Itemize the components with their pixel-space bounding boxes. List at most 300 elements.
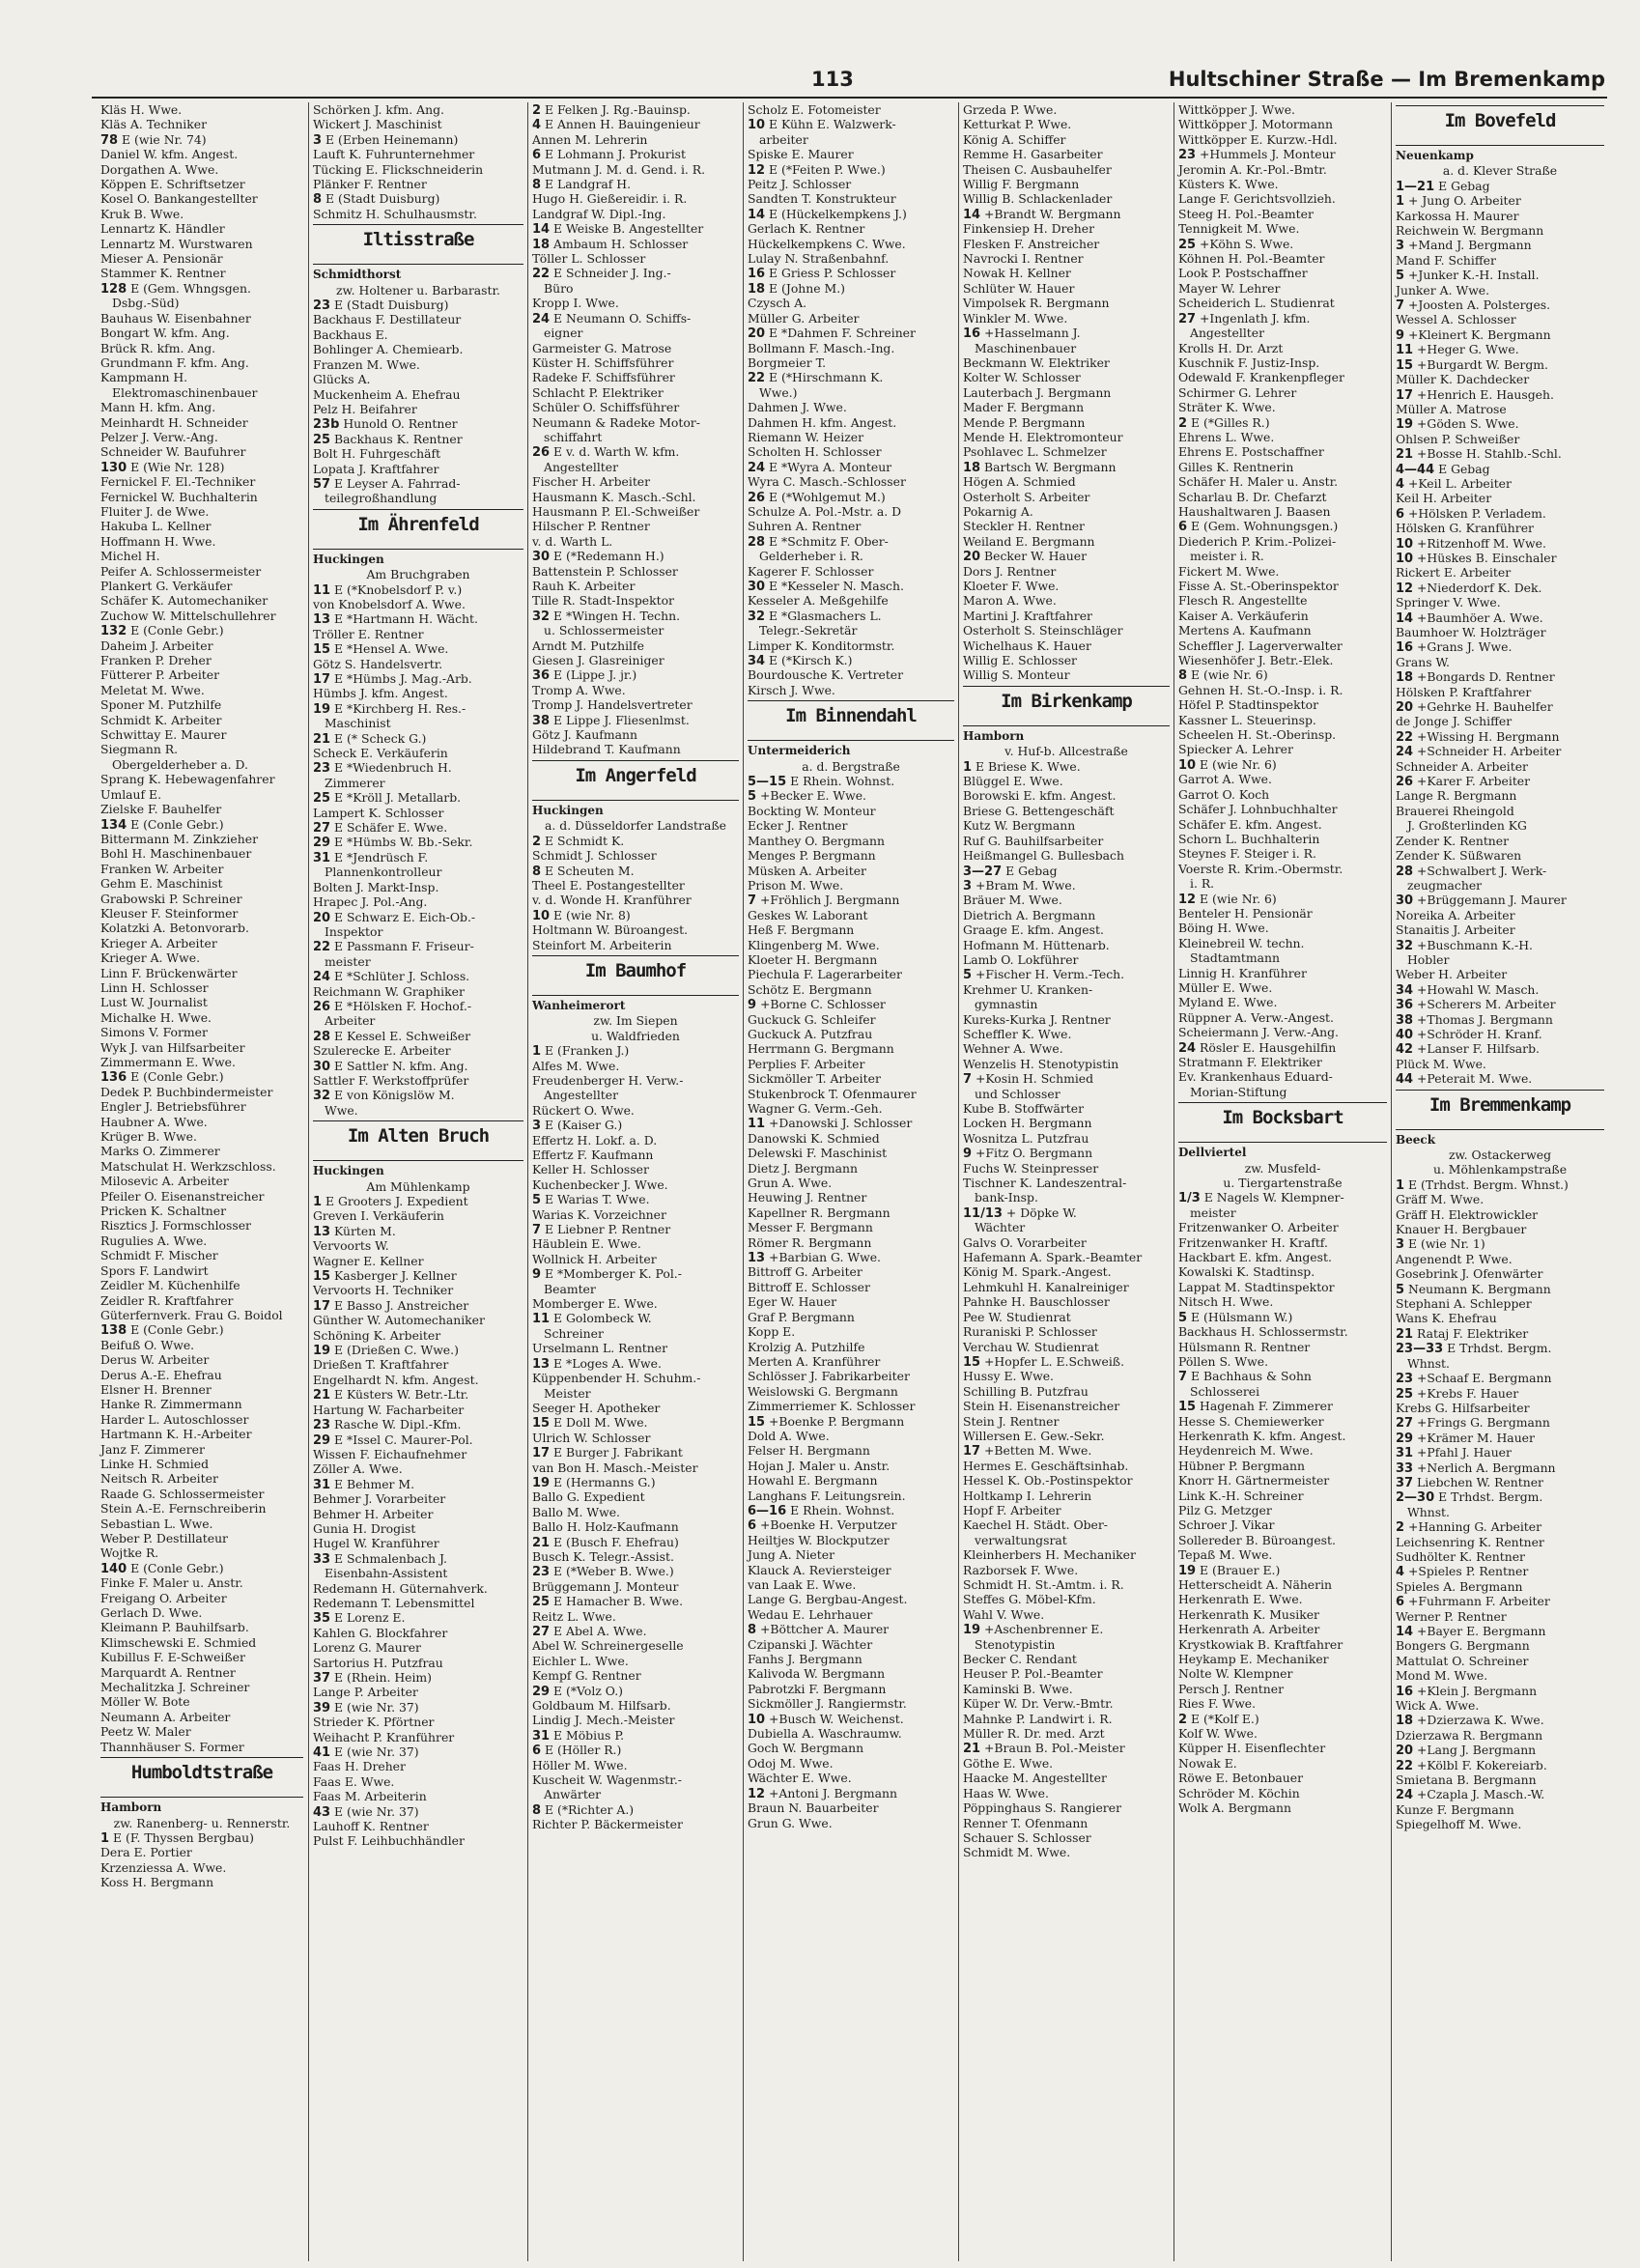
directory-entry	[744, 1726, 958, 1741]
entry-text: Klauck A. Reviersteiger	[748, 1562, 891, 1577]
directory-entry	[744, 1399, 958, 1413]
directory-entry	[528, 549, 743, 563]
entry-text: Krebs G. Hilfsarbeiter	[1396, 1400, 1530, 1415]
directory-entry	[744, 385, 958, 400]
directory-entry	[1174, 802, 1391, 816]
entry-text: +Ingenlath J. kfm.	[1200, 310, 1311, 326]
house-number: 6	[1396, 506, 1405, 522]
directory-entry	[309, 657, 527, 671]
directory-entry	[959, 221, 1173, 236]
directory-entry	[1174, 1533, 1391, 1547]
directory-entry	[97, 802, 307, 816]
directory-entry	[528, 1684, 743, 1698]
directory-entry	[1392, 1728, 1608, 1743]
house-number: 5	[1396, 269, 1405, 283]
entry-text: Müller R. Dr. med. Arzt	[963, 1726, 1105, 1742]
house-number: 23—33	[1396, 1342, 1444, 1356]
directory-entry	[528, 713, 743, 727]
directory-entry	[97, 1218, 307, 1233]
directory-entry	[97, 266, 307, 280]
house-number: 13	[313, 1224, 331, 1239]
house-number: 6—16	[748, 1503, 787, 1518]
entry-text: E Rhein. Wohnst.	[790, 774, 895, 789]
directory-entry	[1174, 1473, 1391, 1488]
entry-text: Stephani A. Schlepper	[1396, 1296, 1532, 1312]
entry-text: Brück R. kfm. Ang.	[100, 340, 216, 355]
directory-entry	[744, 504, 958, 519]
directory-entry	[1392, 922, 1608, 937]
directory-entry	[309, 820, 527, 835]
entry-text: König M. Spark.-Angest.	[963, 1264, 1112, 1280]
entry-text: Bongart W. kfm. Ang.	[100, 326, 230, 341]
entry-text: Heydenreich M. Wwe.	[1178, 1443, 1314, 1459]
directory-entry	[1392, 327, 1608, 342]
entry-text: E v. d. Warth W. kfm.	[553, 444, 680, 460]
house-number: 11	[748, 1117, 766, 1131]
entry-text: Sandten T. Konstrukteur	[748, 191, 896, 207]
house-number: 35	[313, 1611, 331, 1626]
entry-text: Kürten M.	[334, 1223, 396, 1238]
directory-entry	[528, 1088, 743, 1102]
entry-text: Mahnke P. Landwirt i. R.	[963, 1711, 1113, 1726]
entry-text: +Heger G. Wwe.	[1417, 342, 1519, 357]
directory-entry	[959, 623, 1173, 638]
entry-text: +Boenke P. Bergmann	[769, 1413, 905, 1429]
directory-entry	[1392, 1341, 1608, 1355]
directory-entry	[97, 832, 307, 846]
entry-text: +Henrich E. Hausgeh.	[1417, 386, 1554, 402]
entry-text: Weislowski G. Bergmann	[748, 1383, 898, 1399]
directory-entry	[528, 490, 743, 504]
directory-entry	[1392, 669, 1608, 684]
directory-entry	[528, 593, 743, 608]
directory-entry	[309, 327, 527, 342]
entry-text: E (*Wohlgemut M.)	[769, 489, 886, 504]
directory-entry	[528, 162, 743, 177]
entry-text: Schäfer J. Lohnbuchhalter	[1178, 802, 1338, 817]
directory-entry	[1174, 430, 1391, 444]
directory-entry	[1392, 1282, 1608, 1296]
entry-text: Szulerecke E. Arbeiter	[313, 1043, 451, 1059]
entry-text: Simons V. Former	[100, 1025, 208, 1040]
entry-text: E (wie Nr. 74)	[122, 131, 207, 147]
entry-text: Plannenkontrolleur	[325, 865, 442, 880]
entry-text: Mader F. Bergmann	[963, 400, 1085, 415]
entry-text: Dahmen J. Wwe.	[748, 400, 847, 415]
directory-entry	[528, 281, 743, 296]
house-number: 15	[1396, 357, 1414, 373]
entry-text: Krystkowiak B. Kraftfahrer	[1178, 1636, 1343, 1652]
entry-text: Whnst.	[1407, 1355, 1450, 1371]
directory-entry	[744, 908, 958, 922]
house-number: 32	[532, 609, 551, 624]
directory-entry	[1392, 1609, 1608, 1624]
entry-text: Franzen M. Wwe.	[313, 356, 420, 372]
directory-entry	[528, 474, 743, 489]
entry-text: E *Issel C. Maurer-Pol.	[334, 1432, 473, 1447]
directory-entry	[528, 878, 743, 893]
directory-entry	[309, 1073, 527, 1088]
entry-text: E von Königslöw M.	[334, 1088, 455, 1103]
directory-entry	[97, 980, 307, 995]
entry-text: Bourdousche K. Vertreter	[748, 667, 904, 683]
directory-entry	[97, 1338, 307, 1352]
entry-text: Ruraniski P. Schlosser	[963, 1324, 1097, 1340]
entry-text: Lust W. Journalist	[100, 995, 208, 1010]
entry-text: Steynes F. Steiger i. R.	[1178, 846, 1316, 862]
entry-text: Pelz H. Beifahrer	[313, 401, 417, 416]
directory-entry	[528, 1519, 743, 1534]
entry-text: Nowak H. Kellner	[963, 266, 1071, 281]
directory-entry	[97, 697, 307, 712]
entry-text: Schöning K. Arbeiter	[313, 1327, 441, 1343]
house-number: 19	[532, 1475, 551, 1490]
directory-entry	[528, 1609, 743, 1624]
entry-text: Stukenbrock T. Ofenmaurer	[748, 1086, 917, 1101]
directory-entry	[97, 519, 307, 533]
directory-entry	[744, 474, 958, 489]
entry-text: +Bongards D. Rentner	[1417, 669, 1555, 685]
entry-text: E (Brauer E.)	[1200, 1562, 1281, 1577]
entry-text: Wwe.)	[759, 384, 798, 400]
directory-entry	[1392, 432, 1608, 446]
entry-text: Eger W. Hauer	[748, 1294, 837, 1310]
directory-entry	[97, 296, 307, 310]
directory-entry	[1392, 238, 1608, 252]
directory-entry	[528, 1043, 743, 1058]
entry-text: +Karer F. Arbeiter	[1417, 774, 1531, 789]
directory-entry	[959, 102, 1173, 117]
directory-entry	[959, 311, 1173, 326]
entry-text: Lampert K. Schlosser	[313, 805, 444, 820]
entry-text: Weber P. Destillateur	[100, 1531, 228, 1545]
house-number: 26	[313, 999, 331, 1014]
directory-entry	[309, 850, 527, 865]
entry-text: Kropp I. Wwe.	[532, 296, 619, 311]
directory-entry	[97, 609, 307, 623]
entry-text: E (Wie Nr. 128)	[130, 459, 225, 474]
directory-entry	[744, 952, 958, 967]
directory-entry	[1392, 878, 1608, 893]
entry-text: Scheiderich L. Studienrat	[1178, 296, 1335, 311]
entry-text: Leichsenring K. Rentner	[1396, 1534, 1544, 1549]
entry-text: +Danowski J. Schlosser	[769, 1116, 913, 1131]
directory-entry	[97, 341, 307, 355]
directory-entry	[1392, 625, 1608, 639]
directory-entry	[1174, 1637, 1391, 1652]
directory-entry	[528, 653, 743, 667]
entry-text: +Krebs F. Hauer	[1417, 1385, 1519, 1401]
entry-text: Kolter W. Schlosser	[963, 370, 1081, 385]
directory-entry	[528, 1386, 743, 1401]
directory-entry	[97, 727, 307, 742]
directory-entry	[744, 1190, 958, 1205]
entry-text: Heiltjes W. Blockputzer	[748, 1532, 890, 1547]
entry-text: Derus A.-E. Ehefrau	[100, 1367, 222, 1382]
entry-text: Linn F. Brückenwärter	[100, 965, 238, 980]
directory-entry	[309, 716, 527, 730]
entry-text: E (Erben Heinemann)	[325, 131, 459, 147]
house-number: 2	[1178, 415, 1188, 430]
entry-text: E Schmalenbach J.	[334, 1550, 447, 1566]
house-number: 16	[1396, 640, 1414, 655]
directory-entry	[959, 1205, 1173, 1220]
entry-text: Haacke M. Angestellter	[963, 1771, 1107, 1786]
entry-text: +Schneider H. Arbeiter	[1417, 744, 1562, 759]
directory-entry	[1392, 610, 1608, 625]
directory-entry	[959, 878, 1173, 893]
entry-text: Küpper H. Eisenflechter	[1178, 1741, 1326, 1756]
entry-text: Rüppner A. Verw.-Angest.	[1178, 1009, 1334, 1025]
house-number: 34	[1396, 982, 1414, 998]
directory-entry	[959, 326, 1173, 340]
entry-text: Gelderheber i. R.	[759, 549, 863, 564]
entry-text: E *Glasmachers L.	[769, 608, 882, 623]
entry-text: Mond M. Wwe.	[1396, 1668, 1488, 1684]
entry-text: Kasberger J. Kellner	[334, 1268, 457, 1284]
entry-text: +Boenke H. Verputzer	[760, 1517, 897, 1533]
entry-text: E Leyser A. Fahrrad-	[334, 475, 461, 491]
directory-entry	[309, 1730, 527, 1744]
entry-text: Theel E. Postangestellter	[532, 877, 685, 893]
house-number: 3	[1396, 1237, 1405, 1252]
entry-text: Fernickel F. El.-Techniker	[100, 474, 256, 490]
entry-text: Schorn L. Buchhalterin	[1178, 831, 1320, 846]
directory-entry	[1392, 1802, 1608, 1817]
entry-text: Linn H. Schlosser	[100, 979, 209, 995]
entry-text: und Schlosser	[975, 1086, 1060, 1101]
directory-entry	[1392, 729, 1608, 744]
entry-text: Gerlach K. Rentner	[748, 221, 865, 237]
entry-text: Schwittay E. Maurer	[100, 727, 227, 743]
directory-entry	[744, 1161, 958, 1176]
directory-entry	[309, 1610, 527, 1625]
house-number: 42	[1396, 1042, 1414, 1057]
entry-text: +Kosin H. Schmied	[976, 1071, 1094, 1087]
directory-entry	[1392, 952, 1608, 967]
directory-entry	[309, 312, 527, 326]
house-number: 15	[748, 1414, 766, 1429]
directory-entry	[1392, 997, 1608, 1011]
directory-entry	[744, 818, 958, 833]
entry-text: E (Drießen C. Wwe.)	[334, 1343, 459, 1358]
directory-entry	[1174, 1414, 1391, 1429]
directory-entry	[97, 207, 307, 221]
entry-text: +Kölbl F. Kokereiarb.	[1417, 1757, 1547, 1772]
entry-text: Koss H. Bergmann	[100, 1875, 214, 1890]
entry-text: Zuchow W. Mittelschullehrer	[100, 608, 276, 623]
directory-entry	[1174, 1517, 1391, 1532]
house-number: 4	[1396, 476, 1405, 492]
house-number: 138	[100, 1323, 127, 1338]
directory-entry	[744, 1057, 958, 1071]
entry-text: Zielske F. Bauhelfer	[100, 802, 222, 817]
directory-entry	[1392, 1222, 1608, 1236]
entry-text: Sponer M. Putzhilfe	[100, 697, 222, 713]
directory-entry	[1392, 506, 1608, 521]
directory-entry	[528, 355, 743, 370]
directory-entry	[528, 1594, 743, 1608]
street-heading: Im Alten Bruch	[313, 1120, 523, 1161]
entry-text: Zimmerriemer K. Schlosser	[748, 1399, 916, 1414]
house-number: 34	[748, 654, 766, 668]
entry-text: E (Busch F. Ehefrau)	[553, 1534, 679, 1549]
directory-entry	[1174, 1264, 1391, 1279]
directory-entry	[959, 1087, 1173, 1101]
column-7	[1391, 102, 1608, 2261]
directory-entry	[97, 1471, 307, 1486]
house-number: 32	[313, 1089, 331, 1103]
directory-entry	[744, 804, 958, 818]
directory-entry	[744, 609, 958, 623]
entry-text: i. R.	[1190, 876, 1215, 892]
entry-text: Link K.-H. Schreiner	[1178, 1488, 1304, 1503]
entry-text: Ev. Krankenhaus Eduard-	[1178, 1069, 1333, 1085]
street-heading: Im Ährenfeld	[313, 509, 523, 550]
entry-text: E (Conle Gebr.)	[130, 1322, 224, 1338]
street-location	[528, 1029, 743, 1043]
entry-text: Wächter	[975, 1220, 1026, 1235]
directory-entry	[528, 1549, 743, 1564]
directory-entry	[97, 1368, 307, 1382]
entry-text: +Krämer M. Hauer	[1417, 1430, 1535, 1445]
entry-text: Battenstein P. Schlosser	[532, 563, 678, 579]
house-number: 6	[1178, 520, 1188, 534]
entry-text: Sebastian L. Wwe.	[100, 1516, 213, 1531]
directory-entry	[309, 1833, 527, 1848]
entry-text: v. Huf-b. Allcestraße	[1004, 744, 1128, 759]
house-number: 20	[313, 910, 331, 924]
directory-entry	[1392, 1236, 1608, 1251]
entry-text: Müsken A. Arbeiter	[748, 863, 866, 878]
directory-entry	[1174, 132, 1391, 147]
directory-entry	[97, 147, 307, 161]
directory-entry	[959, 490, 1173, 504]
entry-text: E Grooters J. Expedient	[325, 1194, 468, 1208]
directory-entry	[959, 1488, 1173, 1503]
entry-text: u. Waldfrieden	[591, 1028, 680, 1043]
entry-text: gymnastin	[975, 997, 1038, 1012]
entry-text: +Fitz O. Bergmann	[976, 1146, 1093, 1161]
entry-text: + Jung O. Arbeiter	[1408, 193, 1521, 209]
entry-text: E Golombeck W.	[553, 1311, 652, 1326]
entry-text: Rasche W. Dipl.-Kfm.	[334, 1417, 462, 1432]
house-number: 23	[532, 1565, 551, 1579]
house-number: 19	[313, 701, 331, 717]
house-number: 12	[748, 1786, 766, 1801]
directory-entry	[528, 1401, 743, 1415]
house-number: 16	[963, 326, 981, 341]
street-location	[528, 1013, 743, 1028]
entry-text: Suhren A. Rentner	[748, 519, 862, 534]
entry-text: Hülsmann R. Rentner	[1178, 1339, 1311, 1354]
directory-entry	[1174, 221, 1391, 236]
directory-entry	[1392, 1564, 1608, 1578]
directory-entry	[309, 191, 527, 206]
directory-entry	[1174, 1488, 1391, 1503]
directory-entry	[97, 1204, 307, 1218]
entry-text: Kleuser F. Steinformer	[100, 905, 239, 921]
entry-text: Hopf F. Arbeiter	[963, 1502, 1061, 1517]
entry-text: +Dzierzawa K. Wwe.	[1417, 1713, 1544, 1728]
directory-entry	[744, 281, 958, 296]
house-number: 16	[1396, 1684, 1414, 1699]
directory-entry	[97, 787, 307, 802]
entry-text: Hölsken G. Kranführer	[1396, 521, 1534, 536]
directory-entry	[1174, 757, 1391, 772]
entry-text: Neumann A. Arbeiter	[100, 1709, 231, 1724]
directory-entry	[309, 462, 527, 476]
directory-entry	[309, 1208, 527, 1223]
entry-text: Goch W. Bergmann	[748, 1741, 864, 1756]
directory-entry	[528, 938, 743, 952]
directory-entry	[97, 1517, 307, 1531]
directory-entry	[959, 1220, 1173, 1234]
directory-entry	[309, 760, 527, 775]
directory-entry	[528, 1713, 743, 1727]
directory-entry	[309, 686, 527, 700]
entry-text: +Busch W. Weichenst.	[769, 1711, 904, 1726]
entry-text: Rösler E. Hausgehilfin	[1200, 1039, 1337, 1055]
entry-text: Tromp J. Handelsvertreter	[532, 697, 693, 713]
directory-entry	[959, 177, 1173, 191]
entry-text: Ballo M. Wwe.	[532, 1504, 620, 1519]
entry-text: Dubiella A. Waschraumw.	[748, 1726, 902, 1742]
entry-text: Spiske E. Maurer	[748, 147, 854, 162]
directory-entry	[959, 1161, 1173, 1176]
directory-entry	[1392, 1535, 1608, 1549]
directory-entry	[1392, 298, 1608, 312]
entry-text: Neumann K. Bergmann	[1408, 1281, 1551, 1296]
directory-entry	[309, 1715, 527, 1729]
directory-entry	[97, 1412, 307, 1427]
directory-entry	[97, 966, 307, 980]
entry-text: Sattler F. Werkstoffprüfer	[313, 1072, 469, 1088]
entry-text: Lange P. Arbeiter	[313, 1685, 418, 1700]
directory-entry	[528, 1059, 743, 1073]
house-number: 20	[748, 326, 766, 341]
entry-text: Pöllen S. Wwe.	[1178, 1353, 1269, 1369]
entry-text: Scheiermann J. Verw.-Ang.	[1178, 1025, 1340, 1040]
entry-text: E Hamacher B. Wwe.	[553, 1594, 684, 1609]
directory-entry	[959, 534, 1173, 549]
house-number: 27	[313, 821, 331, 836]
directory-entry	[1174, 1771, 1391, 1785]
entry-text: Schlosserei	[1190, 1383, 1260, 1399]
directory-entry	[1392, 1207, 1608, 1222]
directory-entry	[959, 1622, 1173, 1636]
entry-text: +Baumhöer A. Wwe.	[1417, 610, 1543, 625]
entry-text: E Abel A. Wwe.	[553, 1624, 647, 1638]
street-location	[1392, 1148, 1608, 1162]
entry-text: Büro	[544, 280, 574, 296]
entry-text: Krolzig A. Putzhilfe	[748, 1339, 865, 1354]
entry-text: Herkenrath K. Musiker	[1178, 1606, 1319, 1622]
directory-entry	[1174, 1741, 1391, 1755]
directory-entry	[959, 474, 1173, 489]
directory-entry	[528, 177, 743, 191]
entry-text: v. d. Wonde H. Kranführer	[532, 893, 692, 908]
entry-text: +Borne C. Schlosser	[760, 997, 886, 1012]
house-number: 32	[748, 609, 766, 624]
entry-text: Kopp E.	[748, 1324, 796, 1340]
entry-text: Göthe E. Wwe.	[963, 1755, 1054, 1771]
directory-entry	[959, 1816, 1173, 1830]
directory-entry	[528, 191, 743, 206]
directory-entry	[744, 1741, 958, 1755]
directory-entry	[1392, 1460, 1608, 1475]
directory-entry	[309, 880, 527, 894]
